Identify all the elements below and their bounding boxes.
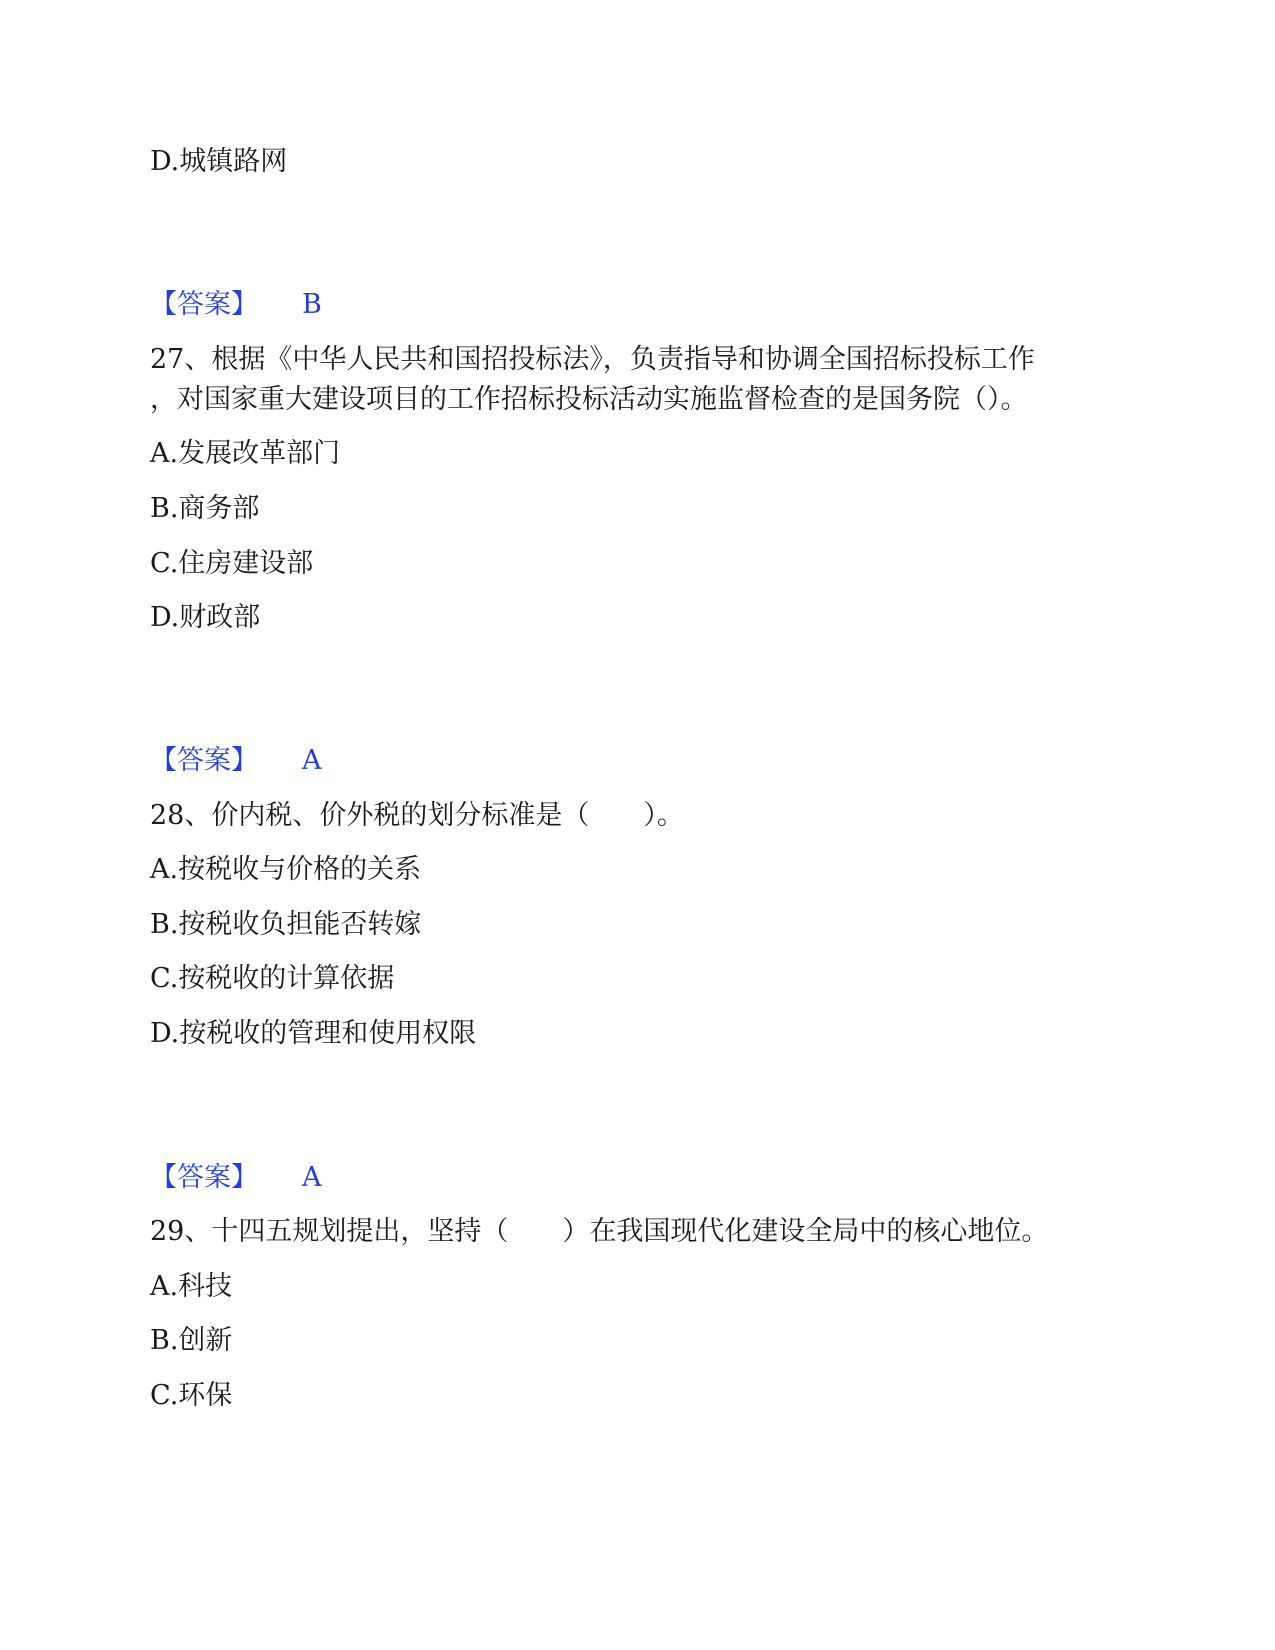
q27-option-b: B.商务部 [150,493,260,524]
answer-value: A [302,1162,322,1193]
q28-option-c: C.按税收的计算依据 [150,963,395,994]
q27-option-c: C.住房建设部 [150,548,314,579]
q29-option-c: C.环保 [150,1380,233,1411]
question-27-line-2: ，对国家重大建设项目的工作招标投标活动实施监督检查的是国务院（）。 [150,384,1028,415]
question-29-line-1: 29、十四五规划提出，坚持（ ）在我国现代化建设全局中的核心地位。 [150,1216,1049,1247]
q28-option-a: A.按税收与价格的关系 [150,854,422,885]
answer-26 [150,285,322,325]
answer-value: A [302,745,322,776]
q29-option-a: A.科技 [150,1271,233,1302]
prev-option-d: D.城镇路网 [150,146,288,177]
q28-option-b: B.按税收负担能否转嫁 [150,909,422,940]
q27-option-a: A.发展改革部门 [150,438,341,469]
q28-option-d: D.按税收的管理和使用权限 [150,1018,477,1049]
q27-option-d: D.财政部 [150,602,261,633]
answer-label: 【答案】 [150,1162,258,1193]
q29-option-b: B.创新 [150,1325,233,1356]
question-28-line-1: 28、价内税、价外税的划分标准是（ ）。 [150,800,684,831]
answer-value: B [302,289,322,320]
answer-label: 【答案】 [150,289,258,320]
answer-27 [150,741,322,781]
question-27-line-1: 27、根据《中华人民共和国招投标法》，负责指导和协调全国招标投标工作 [150,344,1035,375]
answer-28 [150,1158,322,1198]
answer-label: 【答案】 [150,745,258,776]
